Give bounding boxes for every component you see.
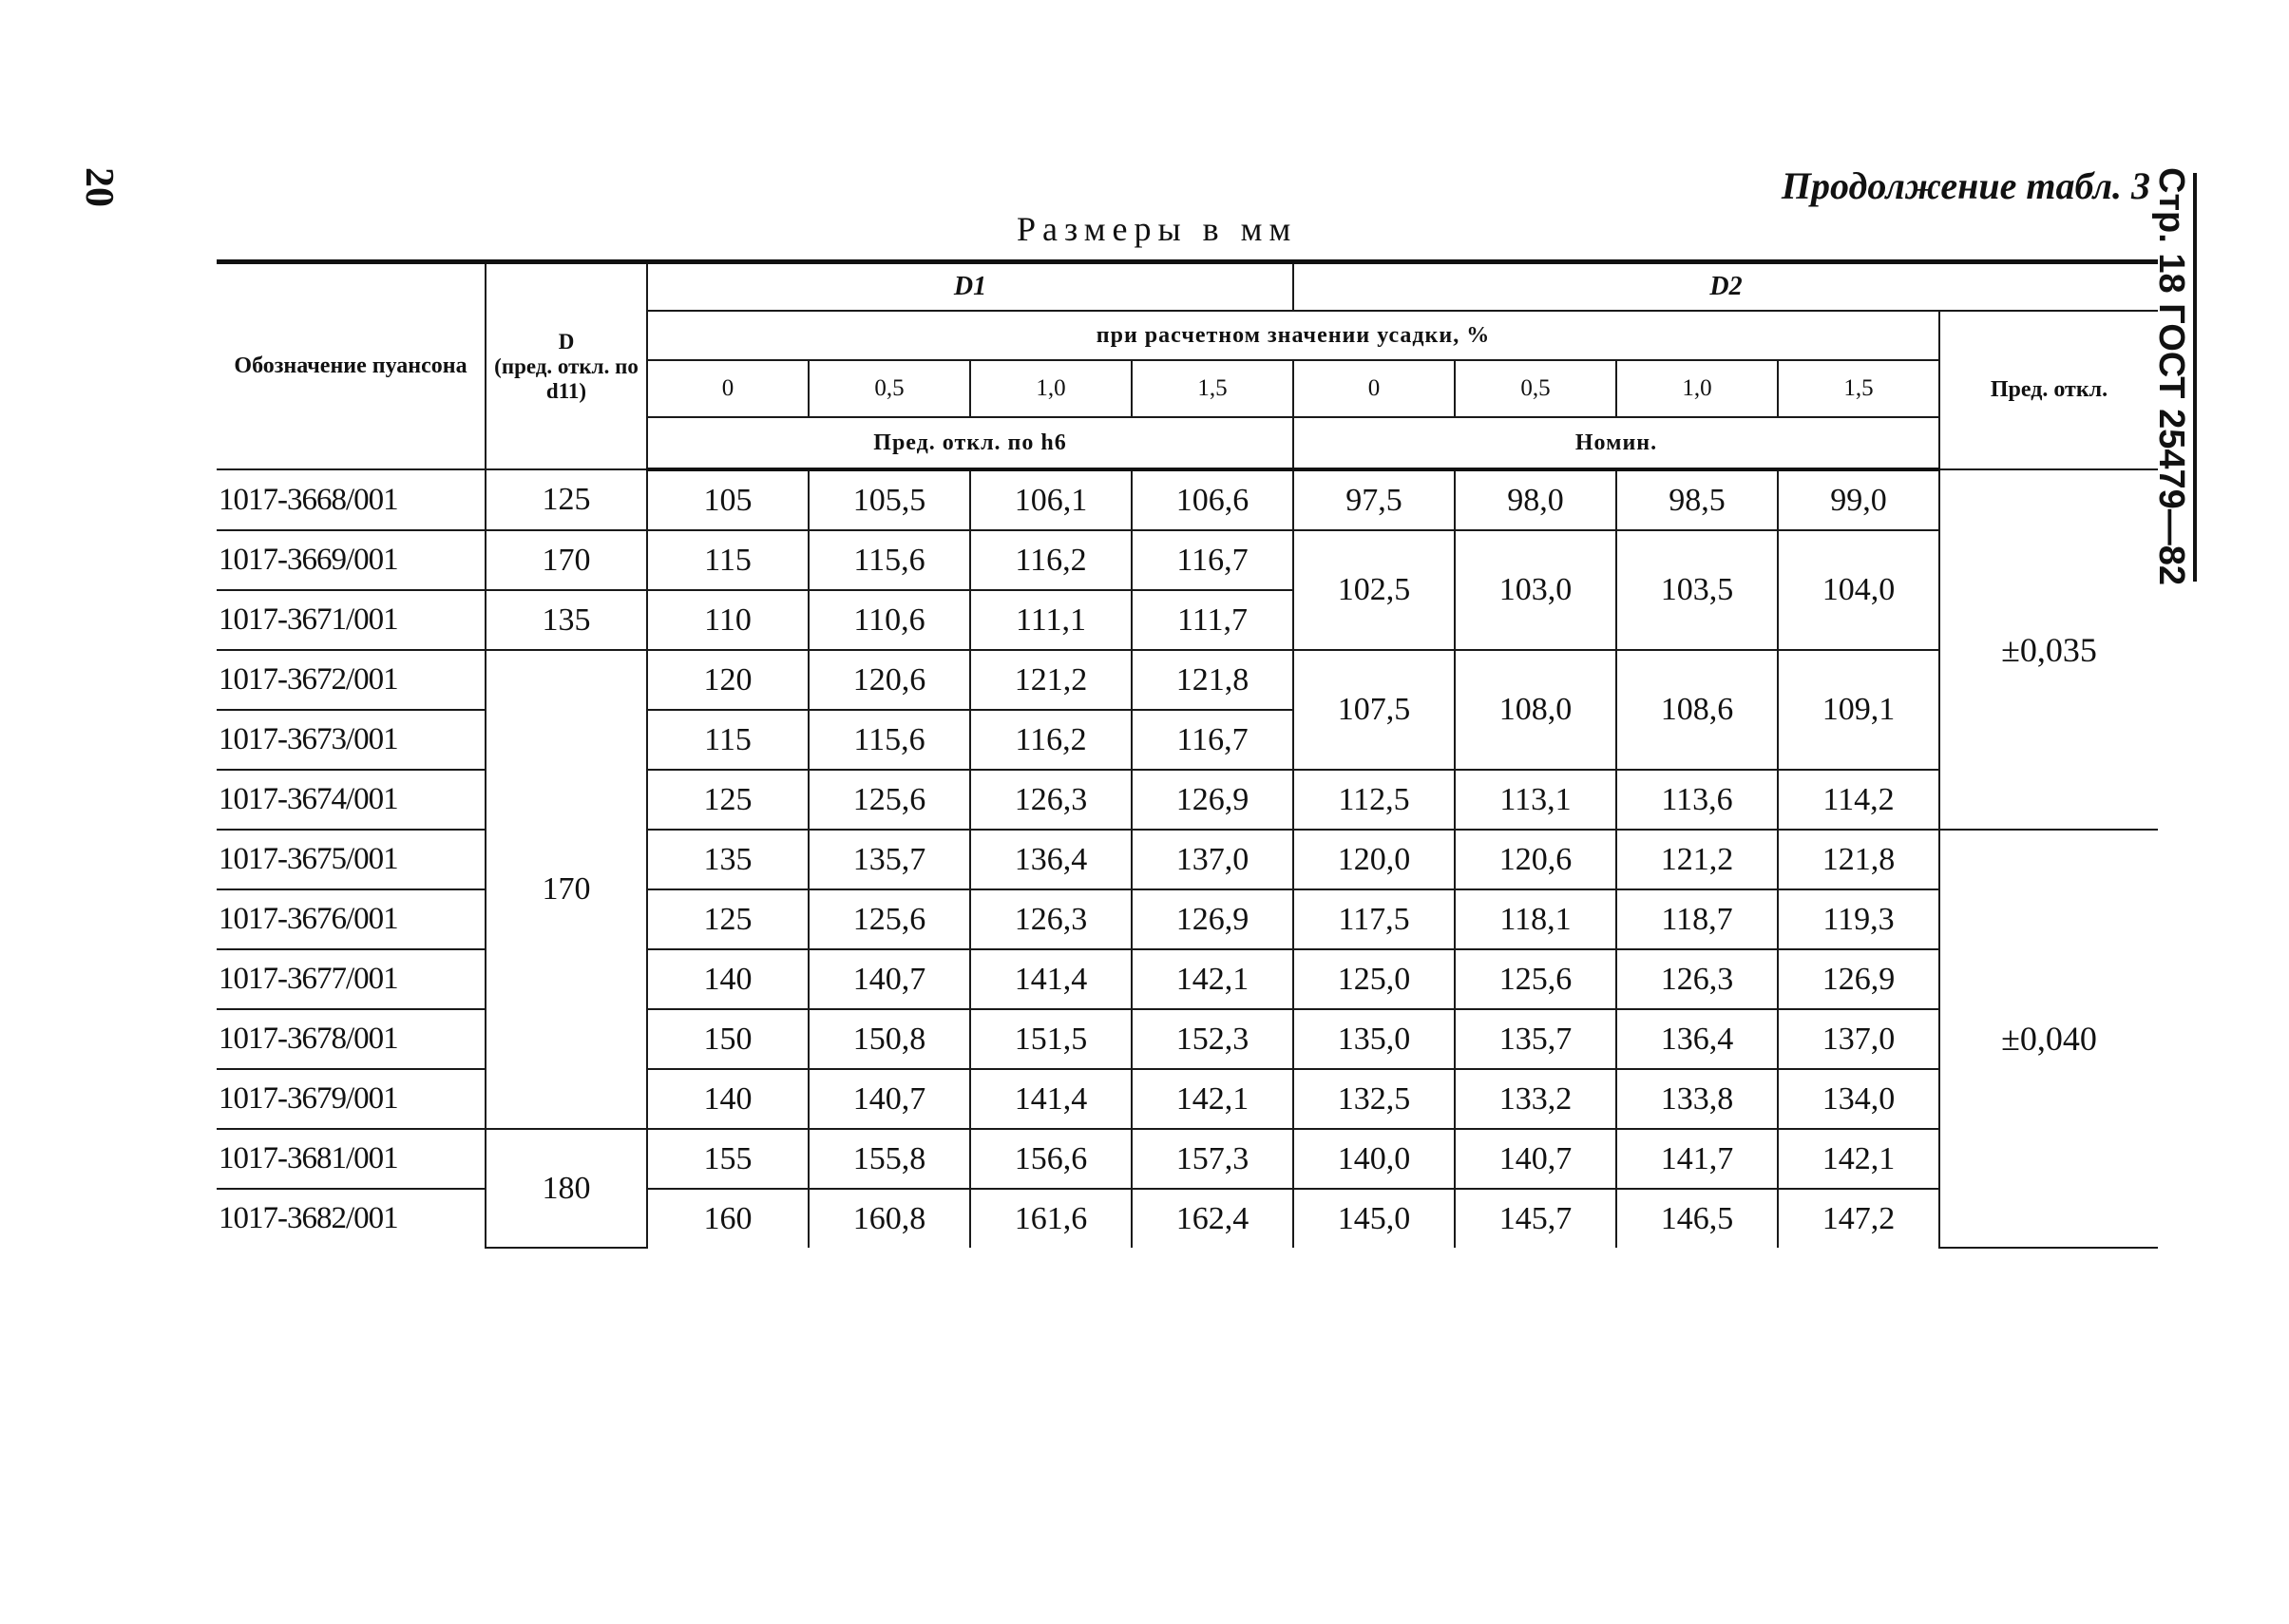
d2-value: 145,7 xyxy=(1455,1189,1616,1248)
d1-value: 160 xyxy=(647,1189,809,1248)
d1-value: 120 xyxy=(647,650,809,710)
d2-value: 133,2 xyxy=(1455,1069,1616,1129)
header-punch-code: Обозначение пуансона xyxy=(217,262,486,470)
d2-value: 145,0 xyxy=(1293,1189,1455,1248)
d-value: 170 xyxy=(486,530,647,590)
d1-value: 111,1 xyxy=(970,590,1132,650)
d-value: 180 xyxy=(486,1129,647,1248)
d1-value: 156,6 xyxy=(970,1129,1132,1189)
d2-value: 136,4 xyxy=(1616,1009,1778,1069)
d1-value: 150,8 xyxy=(809,1009,970,1069)
d2-value: 126,9 xyxy=(1778,949,1939,1009)
d1-value: 135 xyxy=(647,830,809,889)
header-d-symbol: D xyxy=(558,329,575,353)
d2-value: 98,0 xyxy=(1455,469,1616,530)
d1-value: 125 xyxy=(647,889,809,949)
d-value: 135 xyxy=(486,590,647,650)
d1-value: 115 xyxy=(647,710,809,770)
punch-code: 1017-3681/001 xyxy=(217,1129,486,1189)
d2-value: 126,3 xyxy=(1616,949,1778,1009)
header-d2-note: Номин. xyxy=(1293,417,1939,469)
punch-code: 1017-3673/001 xyxy=(217,710,486,770)
d2-value: 109,1 xyxy=(1778,650,1939,770)
header-percent: 0,5 xyxy=(1455,360,1616,417)
d1-value: 142,1 xyxy=(1132,949,1293,1009)
d2-value: 117,5 xyxy=(1293,889,1455,949)
header-percent: 0 xyxy=(647,360,809,417)
d2-value: 137,0 xyxy=(1778,1009,1939,1069)
header-percent: 0,5 xyxy=(809,360,970,417)
punch-code: 1017-3677/001 xyxy=(217,949,486,1009)
d1-value: 140,7 xyxy=(809,1069,970,1129)
d1-value: 125,6 xyxy=(809,889,970,949)
d2-value: 146,5 xyxy=(1616,1189,1778,1248)
d2-value: 121,2 xyxy=(1616,830,1778,889)
table-row xyxy=(217,530,2158,590)
continuation-label: Продолжение табл. 3 xyxy=(1781,164,2150,207)
d1-value: 106,1 xyxy=(970,469,1132,530)
tolerance-value: ±0,040 xyxy=(1939,830,2158,1248)
d1-value: 161,6 xyxy=(970,1189,1132,1248)
d2-value: 108,0 xyxy=(1455,650,1616,770)
d2-value: 114,2 xyxy=(1778,770,1939,830)
d2-value: 120,0 xyxy=(1293,830,1455,889)
side-standard-title: Стр. 18 ГОСТ 25479—82 xyxy=(2151,167,2191,586)
d2-value: 103,0 xyxy=(1455,530,1616,650)
d1-value: 141,4 xyxy=(970,949,1132,1009)
d2-value: 97,5 xyxy=(1293,469,1455,530)
d1-value: 121,2 xyxy=(970,650,1132,710)
d1-value: 150 xyxy=(647,1009,809,1069)
header-d1-note: Пред. откл. по h6 xyxy=(647,417,1293,469)
d2-value: 120,6 xyxy=(1455,830,1616,889)
d1-value: 116,7 xyxy=(1132,530,1293,590)
punch-code: 1017-3671/001 xyxy=(217,590,486,650)
d2-value: 141,7 xyxy=(1616,1129,1778,1189)
d1-value: 157,3 xyxy=(1132,1129,1293,1189)
punch-dimensions-table xyxy=(217,259,2158,1249)
d2-value: 108,6 xyxy=(1616,650,1778,770)
punch-code: 1017-3669/001 xyxy=(217,530,486,590)
header-percent: 0 xyxy=(1293,360,1455,417)
d1-value: 111,7 xyxy=(1132,590,1293,650)
d1-value: 126,9 xyxy=(1132,770,1293,830)
d2-value: 134,0 xyxy=(1778,1069,1939,1129)
d1-value: 110,6 xyxy=(809,590,970,650)
d-value: 125 xyxy=(486,469,647,530)
d-value: 170 xyxy=(486,650,647,1129)
d1-value: 136,4 xyxy=(970,830,1132,889)
d1-value: 126,3 xyxy=(970,770,1132,830)
d2-value: 118,7 xyxy=(1616,889,1778,949)
d1-value: 141,4 xyxy=(970,1069,1132,1129)
d2-value: 118,1 xyxy=(1455,889,1616,949)
d2-value: 99,0 xyxy=(1778,469,1939,530)
d2-value: 113,1 xyxy=(1455,770,1616,830)
header-percent: 1,5 xyxy=(1132,360,1293,417)
punch-code: 1017-3682/001 xyxy=(217,1189,486,1248)
d2-value: 125,6 xyxy=(1455,949,1616,1009)
d1-value: 151,5 xyxy=(970,1009,1132,1069)
tolerance-value: ±0,035 xyxy=(1939,469,2158,830)
header-d-note: (пред. откл. по d11) xyxy=(494,353,639,403)
punch-code: 1017-3679/001 xyxy=(217,1069,486,1129)
d1-value: 105 xyxy=(647,469,809,530)
d1-value: 121,8 xyxy=(1132,650,1293,710)
d2-value: 140,7 xyxy=(1455,1129,1616,1189)
d2-value: 107,5 xyxy=(1293,650,1455,770)
header-percent: 1,5 xyxy=(1778,360,1939,417)
header-d xyxy=(486,262,647,470)
d1-value: 140 xyxy=(647,1069,809,1129)
d1-value: 125,6 xyxy=(809,770,970,830)
d1-value: 126,9 xyxy=(1132,889,1293,949)
d1-value: 120,6 xyxy=(809,650,970,710)
d2-value: 112,5 xyxy=(1293,770,1455,830)
d1-value: 160,8 xyxy=(809,1189,970,1248)
page-number: 20 xyxy=(77,167,121,207)
d2-value: 135,0 xyxy=(1293,1009,1455,1069)
d2-value: 135,7 xyxy=(1455,1009,1616,1069)
d1-value: 116,2 xyxy=(970,710,1132,770)
header-shrinkage: при расчетном значении усадки, % xyxy=(647,311,1939,360)
punch-code: 1017-3672/001 xyxy=(217,650,486,710)
d1-value: 106,6 xyxy=(1132,469,1293,530)
d1-value: 116,2 xyxy=(970,530,1132,590)
punch-code: 1017-3676/001 xyxy=(217,889,486,949)
header-percent: 1,0 xyxy=(1616,360,1778,417)
d1-value: 126,3 xyxy=(970,889,1132,949)
punch-code: 1017-3668/001 xyxy=(217,469,486,530)
d1-value: 152,3 xyxy=(1132,1009,1293,1069)
d2-value: 142,1 xyxy=(1778,1129,1939,1189)
d2-value: 121,8 xyxy=(1778,830,1939,889)
header-d1: D1 xyxy=(647,262,1293,312)
d1-value: 140 xyxy=(647,949,809,1009)
d2-value: 132,5 xyxy=(1293,1069,1455,1129)
d2-value: 103,5 xyxy=(1616,530,1778,650)
d2-value: 113,6 xyxy=(1616,770,1778,830)
d2-value: 98,5 xyxy=(1616,469,1778,530)
d2-value: 147,2 xyxy=(1778,1189,1939,1248)
header-percent: 1,0 xyxy=(970,360,1132,417)
d1-value: 162,4 xyxy=(1132,1189,1293,1248)
d2-value: 102,5 xyxy=(1293,530,1455,650)
d2-value: 140,0 xyxy=(1293,1129,1455,1189)
d1-value: 110 xyxy=(647,590,809,650)
side-rule xyxy=(2193,173,2197,582)
d2-value: 133,8 xyxy=(1616,1069,1778,1129)
sizes-caption: Размеры в мм xyxy=(1017,210,1298,248)
table-row xyxy=(217,1129,2158,1189)
table-row xyxy=(217,469,2158,530)
d1-value: 142,1 xyxy=(1132,1069,1293,1129)
d2-value: 119,3 xyxy=(1778,889,1939,949)
d1-value: 116,7 xyxy=(1132,710,1293,770)
d1-value: 135,7 xyxy=(809,830,970,889)
d2-value: 104,0 xyxy=(1778,530,1939,650)
d1-value: 155 xyxy=(647,1129,809,1189)
d1-value: 137,0 xyxy=(1132,830,1293,889)
d1-value: 115,6 xyxy=(809,710,970,770)
d1-value: 115 xyxy=(647,530,809,590)
d2-value: 125,0 xyxy=(1293,949,1455,1009)
d1-value: 140,7 xyxy=(809,949,970,1009)
punch-code: 1017-3678/001 xyxy=(217,1009,486,1069)
punch-code: 1017-3675/001 xyxy=(217,830,486,889)
table-row xyxy=(217,650,2158,710)
header-tolerance: Пред. откл. xyxy=(1939,311,2158,469)
header-d2: D2 xyxy=(1293,262,2158,312)
d1-value: 125 xyxy=(647,770,809,830)
d1-value: 115,6 xyxy=(809,530,970,590)
d1-value: 105,5 xyxy=(809,469,970,530)
d1-value: 155,8 xyxy=(809,1129,970,1189)
punch-code: 1017-3674/001 xyxy=(217,770,486,830)
